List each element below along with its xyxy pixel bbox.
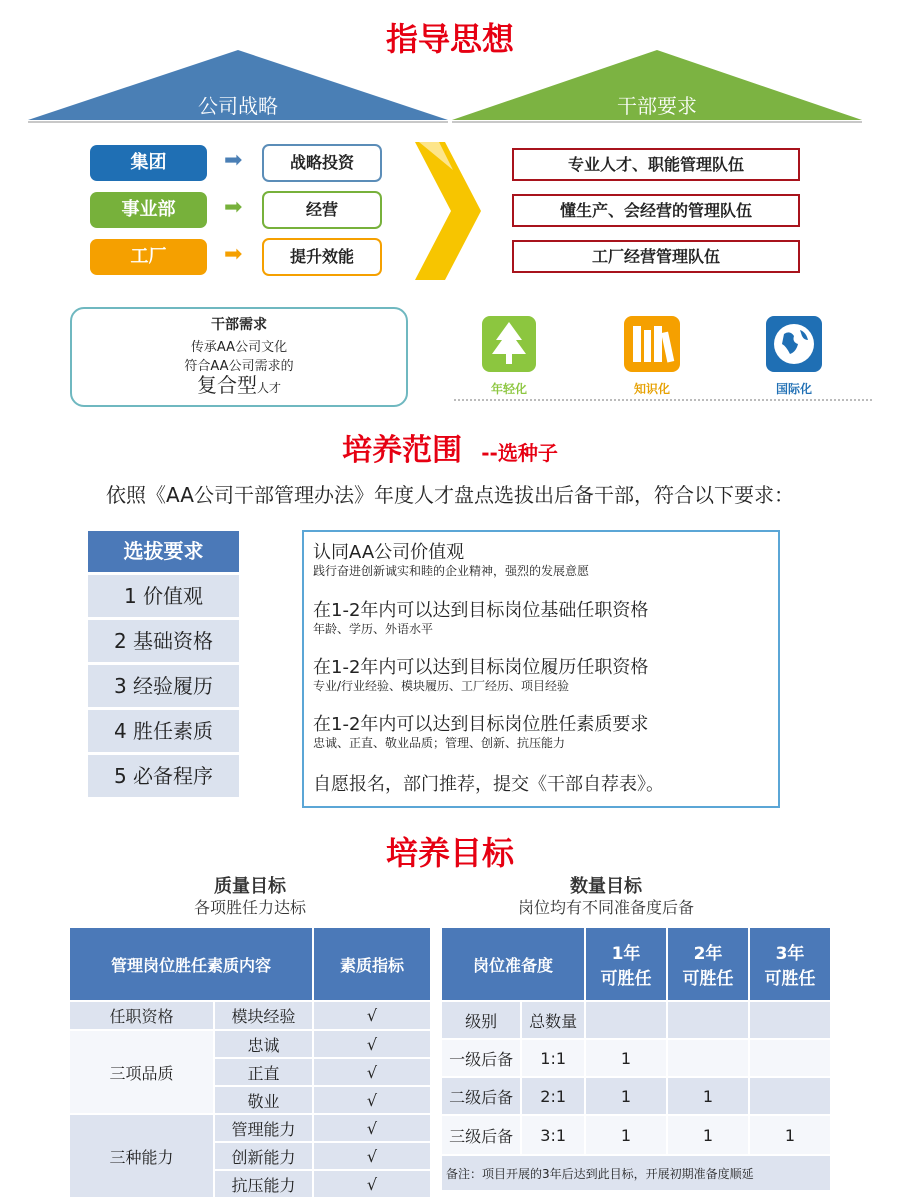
section-title-guiding: 指导思想 xyxy=(385,20,514,58)
quantity-sub-level: 级别 xyxy=(441,1001,521,1039)
box-operation: 经营 xyxy=(262,191,382,229)
badge-label-knowledge: 知识化 xyxy=(633,382,670,396)
quantity-subtitle: 岗位均有不同准备度后备 xyxy=(517,898,694,917)
quantity-row-ratio: 2:1 xyxy=(521,1077,585,1115)
req-detail-4-title: 在1-2年内可以达到目标岗位胜任素质要求 xyxy=(313,714,649,735)
cadre-needs-line1: 传承AA公司文化 xyxy=(190,340,288,355)
quality-check: √ xyxy=(313,1030,431,1058)
big-chevron-arrow xyxy=(413,140,483,282)
section-subtitle-scope: --选种子 xyxy=(481,441,558,465)
quality-check: √ xyxy=(313,1142,431,1170)
cadre-needs-big: 复合型 xyxy=(196,373,257,397)
req-detail-1-desc: 践行奋进创新诚实和睦的企业精神，强烈的发展意愿 xyxy=(313,564,590,578)
req-item-experience: 3 经验履历 xyxy=(88,665,239,707)
box-strategic-investment: 战略投资 xyxy=(262,144,382,182)
quality-group-qualification: 任职资格 xyxy=(69,1001,214,1030)
section-title-scope: 培养范围 xyxy=(342,433,463,468)
req-detail-1-title: 认同AA公司价值观 xyxy=(313,542,465,563)
box-production-team: 懂生产、会经营的管理队伍 xyxy=(512,194,800,227)
quality-check: √ xyxy=(313,1086,431,1114)
quantity-row-level: 一级后备 xyxy=(441,1039,521,1077)
arrow-right-icon: ➡ xyxy=(224,195,243,220)
quality-header-content: 管理岗位胜任素质内容 xyxy=(69,927,313,1001)
box-factory-team: 工厂经营管理队伍 xyxy=(512,240,800,273)
quantity-row-3y: 1 xyxy=(749,1115,831,1155)
quantity-row-2y: 1 xyxy=(667,1115,749,1155)
quality-item: 创新能力 xyxy=(214,1142,313,1170)
badge-label-international: 国际化 xyxy=(775,382,812,396)
cadre-needs-line2: 符合AA公司需求的 xyxy=(184,359,294,374)
quality-item: 模块经验 xyxy=(214,1001,313,1030)
pill-division: 事业部 xyxy=(90,192,207,228)
quantity-table xyxy=(440,926,832,1192)
quality-check: √ xyxy=(313,1114,431,1142)
req-item-procedure: 5 必备程序 xyxy=(88,755,239,797)
quantity-row-level: 三级后备 xyxy=(441,1115,521,1155)
pill-factory: 工厂 xyxy=(90,239,207,275)
quantity-row-3y xyxy=(749,1077,831,1115)
quantity-row-1y: 1 xyxy=(585,1077,667,1115)
quality-group-qualities: 三项品质 xyxy=(69,1030,214,1114)
req-header: 选拔要求 xyxy=(88,531,239,572)
quantity-row-1y: 1 xyxy=(585,1115,667,1155)
scope-title-row xyxy=(0,425,900,469)
quantity-row-3y xyxy=(749,1039,831,1077)
req-detail-3-desc: 专业/行业经验、模块履历、工厂经历、项目经验 xyxy=(313,679,570,693)
req-detail-4-desc: 忠诚、正直、敬业品质；管理、创新、抗压能力 xyxy=(313,736,566,750)
quantity-sub-total: 总数量 xyxy=(521,1001,585,1039)
arrow-right-icon: ➡ xyxy=(224,148,243,173)
scope-intro: 依照《AA公司干部管理办法》年度人才盘点选拔出后备干部，符合以下要求： xyxy=(106,483,794,507)
quantity-row-ratio: 3:1 xyxy=(521,1115,585,1155)
quality-check: √ xyxy=(313,1058,431,1086)
quality-item: 管理能力 xyxy=(214,1114,313,1142)
badge-label-young: 年轻化 xyxy=(490,382,527,396)
req-detail-3-title: 在1-2年内可以达到目标岗位履历任职资格 xyxy=(313,657,649,678)
quantity-note: 备注：项目开展的3年后达到此目标，开展初期准备度顺延 xyxy=(441,1155,831,1191)
books-icon xyxy=(624,316,680,372)
right-roof-label: 干部要求 xyxy=(617,94,697,118)
section-title-goals: 培养目标 xyxy=(385,834,514,872)
badges-divider xyxy=(454,399,872,401)
cadre-needs-box xyxy=(70,307,408,407)
req-detail-2-desc: 年龄、学历、外语水平 xyxy=(313,622,434,636)
quality-table xyxy=(68,926,432,1199)
quality-item: 抗压能力 xyxy=(214,1170,313,1198)
quality-item: 正直 xyxy=(214,1058,313,1086)
req-item-values: 1 价值观 xyxy=(88,575,239,617)
quality-header-indicator: 素质指标 xyxy=(313,927,431,1001)
req-item-competency: 4 胜任素质 xyxy=(88,710,239,752)
quantity-row-2y xyxy=(667,1039,749,1077)
quantity-row-level: 二级后备 xyxy=(441,1077,521,1115)
cadre-needs-small: 人才 xyxy=(256,381,281,395)
quantity-row-2y: 1 xyxy=(667,1077,749,1115)
req-detail-2-title: 在1-2年内可以达到目标岗位基础任职资格 xyxy=(313,600,649,621)
quantity-header-2y: 2年 可胜任 xyxy=(667,927,749,1001)
quality-check: √ xyxy=(313,1001,431,1030)
req-detail-5-title: 自愿报名，部门推荐，提交《干部自荐表》。 xyxy=(313,774,664,795)
quality-item: 敬业 xyxy=(214,1086,313,1114)
quality-item: 忠诚 xyxy=(214,1030,313,1058)
quantity-header-readiness: 岗位准备度 xyxy=(441,927,585,1001)
quality-subtitle: 各项胜任力达标 xyxy=(193,898,306,917)
quality-title: 质量目标 xyxy=(214,876,286,897)
quantity-title: 数量目标 xyxy=(570,876,642,897)
arrow-right-icon: ➡ xyxy=(224,242,243,267)
tree-icon xyxy=(482,316,536,372)
quantity-header-1y: 1年 可胜任 xyxy=(585,927,667,1001)
quality-group-abilities: 三种能力 xyxy=(69,1114,214,1198)
pill-group: 集团 xyxy=(90,145,207,181)
cadre-needs-title: 干部需求 xyxy=(211,317,267,333)
quality-check: √ xyxy=(313,1170,431,1198)
box-professional-team: 专业人才、职能管理队伍 xyxy=(512,148,800,181)
req-item-qualification: 2 基础资格 xyxy=(88,620,239,662)
req-details-box xyxy=(302,530,780,808)
quantity-row-1y: 1 xyxy=(585,1039,667,1077)
quantity-header-3y: 3年 可胜任 xyxy=(749,927,831,1001)
quantity-row-ratio: 1:1 xyxy=(521,1039,585,1077)
box-efficiency: 提升效能 xyxy=(262,238,382,276)
left-roof-label: 公司战略 xyxy=(198,94,278,118)
globe-icon xyxy=(766,316,822,372)
